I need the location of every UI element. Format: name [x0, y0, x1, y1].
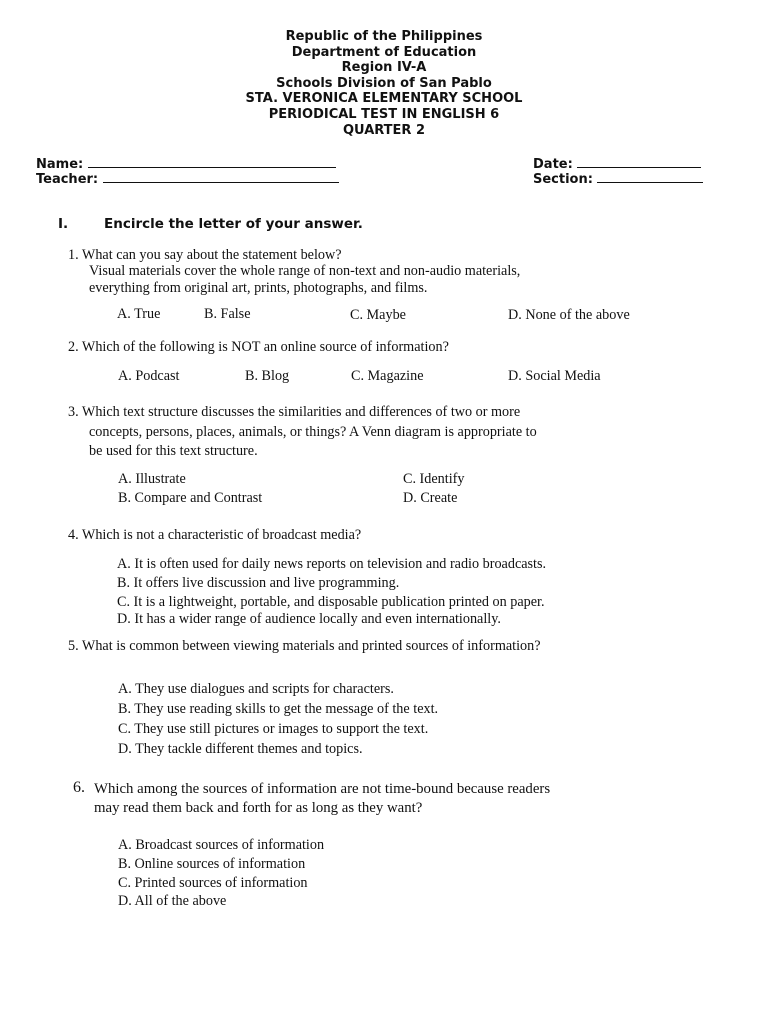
q6-choice-b[interactable]: B. Online sources of information — [118, 856, 306, 872]
q1-choice-d[interactable]: D. None of the above — [508, 307, 630, 323]
section-heading — [58, 216, 363, 232]
q5-choice-d[interactable]: D. They tackle different themes and topics. — [118, 741, 363, 757]
q4-stem: 4. Which is not a characteristic of broadcast media? — [68, 527, 362, 543]
q3-stem-line3: be used for this text structure. — [89, 443, 258, 459]
q3-choice-c[interactable]: C. Identify — [403, 471, 465, 487]
q6-choice-c[interactable]: C. Printed sources of information — [118, 875, 308, 891]
name-field — [36, 157, 336, 172]
teacher-field — [36, 172, 339, 187]
section-label: Section: — [533, 172, 593, 187]
q2-choice-a[interactable]: A. Podcast — [118, 368, 180, 384]
name-label: Name: — [36, 157, 84, 172]
q6-choice-d[interactable]: D. All of the above — [118, 893, 227, 909]
q5-choice-b[interactable]: B. They use reading skills to get the message of the text. — [118, 701, 439, 717]
q5-choice-a[interactable]: A. They use dialogues and scripts for characters. — [118, 681, 394, 697]
teacher-label: Teacher: — [36, 172, 99, 187]
q3-choice-a[interactable]: A. Illustrate — [118, 471, 186, 487]
q5-stem: 5. What is common between viewing materials and printed sources of information? — [68, 638, 541, 654]
teacher-blank[interactable] — [103, 172, 339, 183]
q6-stem-line2: may read them back and forth for as long as they want? — [94, 800, 423, 816]
section-instruction: Encircle the letter of your answer. — [104, 216, 363, 232]
header-quarter: QUARTER 2 — [342, 122, 426, 138]
q2-choice-b[interactable]: B. Blog — [245, 368, 290, 384]
date-blank[interactable] — [577, 157, 701, 168]
q1-choice-c[interactable]: C. Maybe — [350, 307, 406, 323]
q3-choice-d[interactable]: D. Create — [403, 490, 458, 506]
q1-choice-b[interactable]: B. False — [204, 306, 251, 322]
q1-statement-line1: Visual materials cover the whole range of non-text and non-audio materials, — [89, 263, 521, 279]
q2-choice-d[interactable]: D. Social Media — [508, 368, 601, 384]
q6-choice-a[interactable]: A. Broadcast sources of information — [118, 837, 325, 853]
q3-choice-b[interactable]: B. Compare and Contrast — [118, 490, 263, 506]
header-department: Department of Education — [291, 44, 477, 60]
q4-choice-c[interactable]: C. It is a lightweight, portable, and disposable publication printed on paper. — [117, 594, 545, 610]
q6-stem-line1: Which among the sources of information are not time-bound because readers — [94, 781, 551, 797]
q6-number: 6. — [73, 779, 85, 796]
q5-choice-c[interactable]: C. They use still pictures or images to support the text. — [118, 721, 429, 737]
date-field — [533, 157, 701, 172]
header-republic: Republic of the Philippines — [285, 29, 483, 44]
header-school: STA. VERONICA ELEMENTARY SCHOOL — [245, 91, 523, 107]
header-division: Schools Division of San Pablo — [276, 75, 492, 91]
section-field — [533, 172, 703, 187]
header-region: Region IV-A — [341, 60, 427, 76]
date-label: Date: — [533, 157, 573, 172]
section-blank[interactable] — [597, 172, 703, 183]
q1-statement-line2: everything from original art, prints, photographs, and films. — [89, 280, 428, 296]
q4-choice-a[interactable]: A. It is often used for daily news reports on television and radio broadcasts. — [117, 556, 547, 572]
name-blank[interactable] — [88, 157, 336, 168]
q3-stem-line1: 3. Which text structure discusses the similarities and differences of two or more — [68, 404, 521, 420]
q2-choice-c[interactable]: C. Magazine — [351, 368, 424, 384]
q3-stem-line2: concepts, persons, places, animals, or things? A Venn diagram is appropriate to — [89, 424, 537, 440]
document-header — [0, 29, 768, 138]
q2-stem: 2. Which of the following is NOT an online source of information? — [68, 339, 449, 355]
section-number: I. — [58, 216, 69, 232]
q4-choice-b[interactable]: B. It offers live discussion and live programming. — [117, 575, 400, 591]
header-test-title: PERIODICAL TEST IN ENGLISH 6 — [268, 106, 500, 122]
q1-stem: 1. What can you say about the statement below? — [68, 247, 342, 263]
q1-choice-a[interactable]: A. True — [117, 306, 161, 322]
q4-choice-d[interactable]: D. It has a wider range of audience locally and even internationally. — [117, 611, 501, 627]
